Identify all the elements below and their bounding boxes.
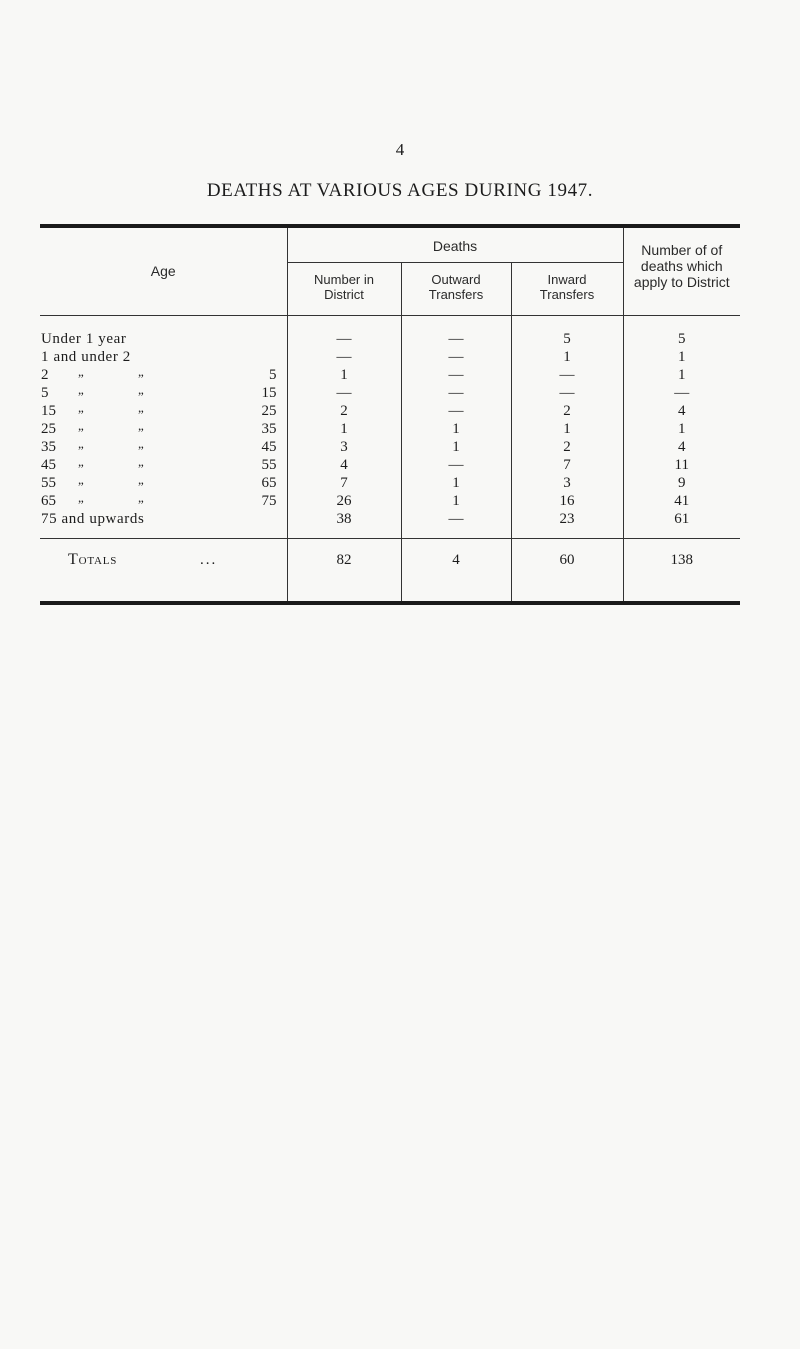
totals-dots: ...: [200, 552, 218, 568]
outward-transfers-cell: 1: [401, 492, 511, 510]
number-apply-cell: 4: [678, 403, 686, 419]
header-number-apply-text: Number of of deaths which apply to District: [633, 242, 730, 290]
inward-transfers-cell: 7: [511, 456, 623, 474]
age-label: 75 and upwards: [41, 511, 145, 527]
number-in-district-cell: 2: [287, 402, 401, 420]
number-apply-cell: 9: [678, 475, 686, 491]
number-apply-cell: 11: [674, 457, 689, 473]
age-mid1: „: [78, 364, 84, 379]
header-number-in-district-text: Number in District: [314, 272, 374, 302]
header-age: Age: [40, 226, 287, 316]
deaths-by-age-table: [40, 224, 740, 605]
outward-transfers-cell: 1: [401, 438, 511, 456]
table-row: [40, 420, 740, 438]
age-to: 25: [261, 403, 277, 419]
number-in-district-cell: 1: [287, 420, 401, 438]
outward-transfers-cell: —: [401, 456, 511, 474]
header-number-apply-to-district: [623, 226, 740, 316]
header-deaths: Deaths: [287, 226, 623, 263]
inward-transfers-cell: 2: [511, 438, 623, 456]
age-mid2: „: [138, 400, 144, 415]
table-row: [40, 456, 740, 474]
age-from: 2: [41, 367, 49, 383]
number-apply-cell: 5: [623, 316, 740, 349]
age-to: 35: [261, 421, 277, 437]
table-row: [40, 384, 740, 402]
number-in-district-cell: 26: [287, 492, 401, 510]
table-row: [40, 316, 740, 349]
age-mid1: „: [78, 418, 84, 433]
inward-transfers-cell: 16: [511, 492, 623, 510]
table-row: [40, 348, 740, 366]
inward-transfers-cell: —: [511, 366, 623, 384]
age-mid1: „: [78, 490, 84, 505]
age-to: 15: [261, 385, 277, 401]
inward-transfers-cell: 3: [511, 474, 623, 492]
inward-transfers-cell: 5: [511, 316, 623, 349]
number-apply-cell: 1: [678, 349, 686, 365]
inward-transfers-cell: —: [511, 384, 623, 402]
age-mid2: „: [138, 472, 144, 487]
outward-transfers-cell: —: [401, 316, 511, 349]
header-inward-transfers-text: Inward Transfers: [539, 272, 595, 302]
number-in-district-cell: 7: [287, 474, 401, 492]
number-in-district-cell: —: [287, 316, 401, 349]
number-in-district-cell: —: [287, 348, 401, 366]
age-mid1: „: [78, 436, 84, 451]
age-from: 15: [41, 403, 56, 419]
age-label: 1 and under 2: [41, 349, 131, 365]
age-mid2: „: [138, 490, 144, 505]
age-from: 65: [41, 493, 56, 509]
totals-label-cell: [40, 539, 287, 604]
page-title: DEATHS AT VARIOUS AGES DURING 1947.: [206, 180, 594, 201]
inward-transfers-cell: 1: [511, 420, 623, 438]
age-mid2: „: [138, 382, 144, 397]
number-apply-cell: 1: [678, 421, 686, 437]
totals-inward-transfers: 60: [511, 539, 623, 604]
age-mid2: „: [138, 418, 144, 433]
totals-number-in-district: 82: [287, 539, 401, 604]
age-to: 5: [269, 367, 277, 383]
totals-outward-transfers: 4: [401, 539, 511, 604]
age-from: 35: [41, 439, 56, 455]
number-in-district-cell: 1: [287, 366, 401, 384]
number-apply-cell: 4: [678, 439, 686, 455]
age-to: 55: [261, 457, 277, 473]
inward-transfers-cell: 23: [511, 510, 623, 539]
age-from: 45: [41, 457, 56, 473]
inward-transfers-cell: 2: [511, 402, 623, 420]
outward-transfers-cell: —: [401, 402, 511, 420]
header-outward-transfers-text: Outward Transfers: [428, 272, 484, 302]
outward-transfers-cell: —: [401, 384, 511, 402]
number-apply-cell: —: [674, 385, 690, 401]
outward-transfers-cell: 1: [401, 420, 511, 438]
age-cell: [40, 316, 287, 349]
page-number: 4: [395, 140, 405, 159]
number-apply-cell: 41: [674, 493, 690, 509]
totals-number-apply: 138: [623, 539, 740, 604]
table-row: [40, 438, 740, 456]
number-in-district-cell: 3: [287, 438, 401, 456]
age-mid1: „: [78, 472, 84, 487]
age-mid1: „: [78, 400, 84, 415]
age-from: 55: [41, 475, 56, 491]
totals-label: Totals: [68, 551, 118, 568]
table-row: [40, 474, 740, 492]
header-inward-transfers: [511, 263, 623, 316]
outward-transfers-cell: —: [401, 366, 511, 384]
age-label: Under 1 year: [41, 331, 127, 347]
header-outward-transfers: [401, 263, 511, 316]
number-apply-cell: 61: [674, 511, 690, 527]
outward-transfers-cell: 1: [401, 474, 511, 492]
age-cell: [40, 492, 287, 510]
deaths-table-container: [40, 224, 740, 605]
number-in-district-cell: 4: [287, 456, 401, 474]
age-mid2: „: [138, 364, 144, 379]
table-row: [40, 366, 740, 384]
table-row: [40, 402, 740, 420]
table-body: [40, 316, 740, 539]
age-mid1: „: [78, 454, 84, 469]
outward-transfers-cell: —: [401, 510, 511, 539]
number-in-district-cell: —: [287, 384, 401, 402]
number-apply-cell: 1: [678, 367, 686, 383]
age-from: 25: [41, 421, 56, 437]
age-to: 45: [261, 439, 277, 455]
number-in-district-cell: 38: [287, 510, 401, 539]
age-cell: [40, 510, 287, 539]
age-mid2: „: [138, 436, 144, 451]
inward-transfers-cell: 1: [511, 348, 623, 366]
age-to: 65: [261, 475, 277, 491]
age-mid2: „: [138, 454, 144, 469]
age-from: 5: [41, 385, 49, 401]
age-mid1: „: [78, 382, 84, 397]
table-row: [40, 510, 740, 539]
outward-transfers-cell: —: [401, 348, 511, 366]
header-number-in-district: [287, 263, 401, 316]
age-to: 75: [261, 493, 277, 509]
totals-row: [40, 539, 740, 604]
table-row: [40, 492, 740, 510]
